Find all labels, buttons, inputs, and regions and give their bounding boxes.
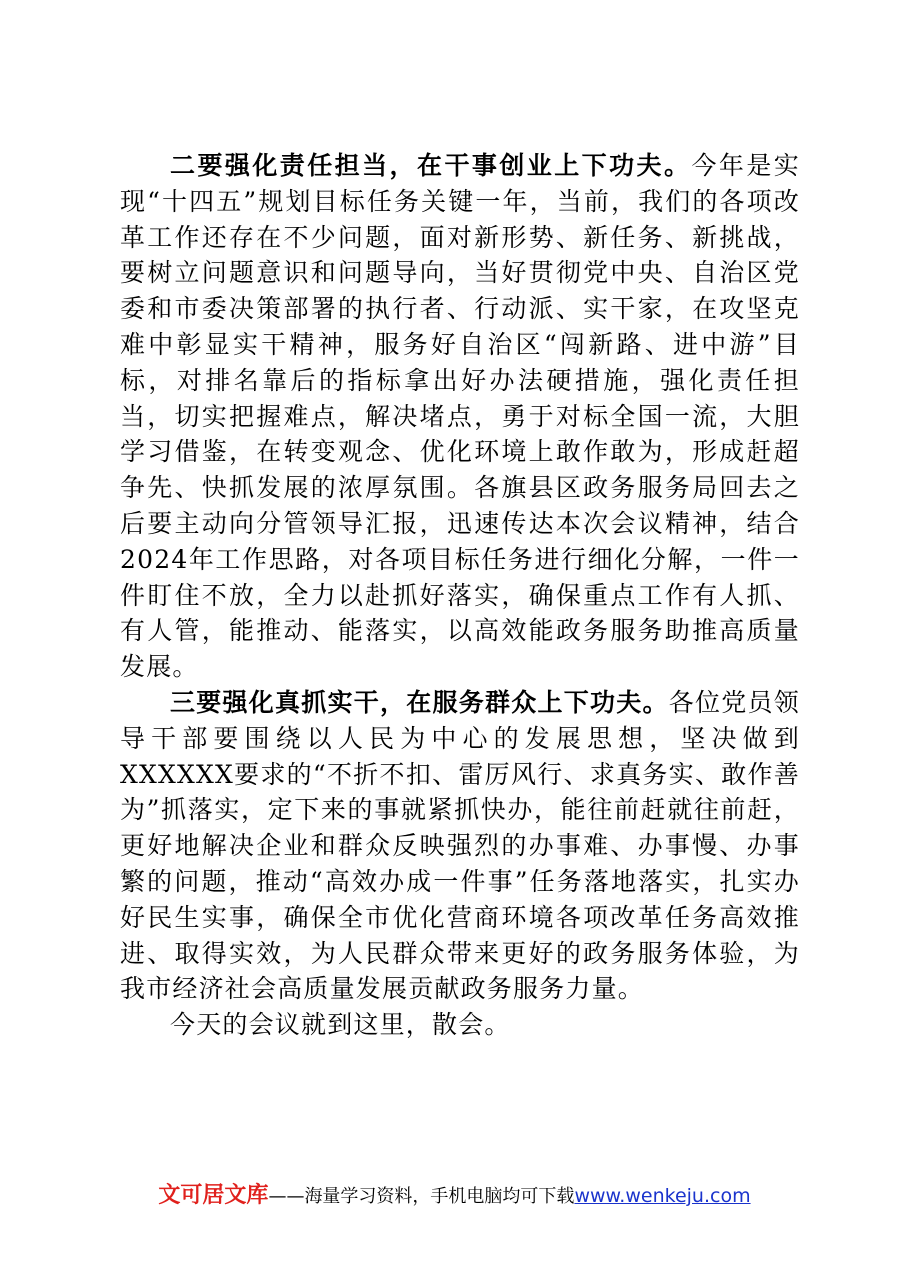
paragraph-text: 各位党员领导干部要围绕以人民为中心的发展思想，坚决做到XXXXXX要求的“不折不扣、雷厉风行、求真务实、敢作善为”抓落实，定下来的事就紧抓快办，能往前赶就往前赶，更好地解决企业和群众反映强烈的办事难、办事慢、办事繁的问题，推动“高效办成一件事”任务落地落实，扎实办好民生实事，确保全市优化营商环境各项改革任务高效推进、取得实效，为人民群众带来更好的政务服务体验，为我市经济社会高质量发展贡献政务服务力量。 [120, 687, 800, 1004]
paragraph-heading: 三要强化真抓实干，在服务群众上下功夫。 [170, 687, 669, 717]
paragraph-text: 今天的会议就到这里，散会。 [170, 1010, 511, 1040]
document-body [120, 148, 800, 1043]
paragraph-text: 今年是实现“十四五”规划目标任务关键一年，当前，我们的各项改革工作还存在不少问题，面对新形势、新任务、新挑战，要树立问题意识和问题导向，当好贯彻党中央、自治区党委和市委决策部署的执行者、行动派、实干家，在攻坚克难中彰显实干精神，服务好自治区“闯新路、进中游”目标，对排名靠后的指标拿出好办法硬措施，强化责任担当，切实把握难点，解决堵点，勇于对标全国一流，大胆学习借鉴，在转变观念、优化环境上敢作敢为，形成赶超争先、快抓发展的浓厚氛围。各旗县区政务服务局回去之后要主动向分管领导汇报，迅速传达本次会议精神，结合2024年工作思路，对各项目标任务进行细化分解，一件一件盯住不放，全力以赴抓好落实，确保重点工作有人抓、有人管，能推动、能落实，以高效能政务服务助推高质量发展。 [120, 151, 800, 682]
paragraph-closing [120, 1007, 800, 1043]
site-link[interactable]: www.wenkeju.com [574, 1185, 751, 1207]
paragraph-responsibility [120, 148, 800, 685]
footer-tagline: ——海量学习资料，手机电脑均可下载 [268, 1186, 575, 1207]
brand-name: 文可居文库 [158, 1183, 269, 1208]
watermark-footer [0, 1183, 909, 1210]
paragraph-practical-work [120, 685, 800, 1007]
paragraph-heading: 二要强化责任担当，在干事创业上下功夫。 [170, 151, 692, 180]
